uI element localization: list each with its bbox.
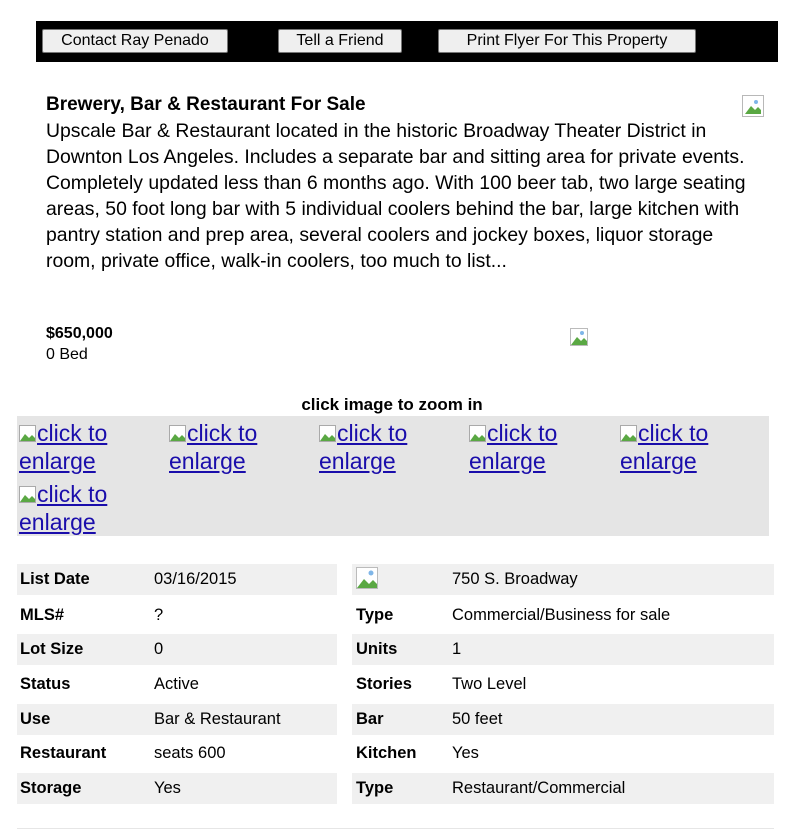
- detail-label: Bar: [356, 710, 384, 728]
- broken-image-icon: [319, 420, 336, 437]
- action-toolbar: [36, 21, 778, 62]
- detail-row-stories: [352, 669, 774, 700]
- detail-row-property-type: [352, 773, 774, 804]
- detail-value: Yes: [452, 744, 479, 762]
- listing-title: Brewery, Bar & Restaurant For Sale: [46, 94, 366, 115]
- detail-label: Storage: [20, 779, 82, 797]
- detail-value: 750 S. Broadway: [452, 570, 578, 588]
- listing-price: $650,000: [46, 325, 113, 342]
- gallery-heading: click image to zoom in: [301, 395, 483, 414]
- detail-label: Status: [20, 675, 71, 693]
- detail-row-units: [352, 634, 774, 665]
- broken-image-icon: [469, 420, 486, 437]
- broken-image-icon: [19, 481, 36, 498]
- detail-row-restaurant: [17, 738, 337, 769]
- detail-label: Use: [20, 710, 51, 728]
- broken-image-icon: [356, 567, 378, 589]
- detail-value: 1: [452, 640, 462, 658]
- detail-value: 0: [154, 640, 164, 658]
- detail-row-list-date: [17, 564, 337, 595]
- detail-value: seats 600: [154, 744, 226, 762]
- detail-label: Lot Size: [20, 640, 84, 658]
- broken-image-icon: [568, 326, 590, 348]
- gallery-thumbnail[interactable]: click to enlarge: [19, 420, 108, 474]
- detail-label: Type: [356, 779, 394, 797]
- detail-row-address: [352, 564, 774, 595]
- broken-image-icon: [742, 95, 764, 117]
- detail-value: Bar & Restaurant: [154, 710, 281, 728]
- detail-row-bar: [352, 704, 774, 735]
- detail-value: Yes: [154, 779, 181, 797]
- detail-value: Active: [154, 675, 199, 693]
- detail-value: 50 feet: [452, 710, 503, 728]
- detail-label: MLS#: [20, 606, 65, 624]
- detail-value: 03/16/2015: [154, 570, 237, 588]
- detail-label: Units: [356, 640, 398, 658]
- detail-label: Stories: [356, 675, 412, 693]
- gallery-thumbnail[interactable]: click to enlarge: [19, 481, 108, 535]
- tell-a-friend-button[interactable]: Tell a Friend: [278, 29, 402, 53]
- broken-image-icon: [169, 420, 186, 437]
- detail-row-lot-size: [17, 634, 337, 665]
- print-flyer-button[interactable]: Print Flyer For This Property: [438, 29, 696, 53]
- detail-row-type: [352, 600, 774, 631]
- detail-label: List Date: [20, 570, 90, 588]
- gallery-thumbnail[interactable]: click to enlarge: [620, 420, 709, 474]
- detail-row-storage: [17, 773, 337, 804]
- detail-value: Restaurant/Commercial: [452, 779, 626, 797]
- detail-label: Restaurant: [20, 744, 107, 762]
- gallery-thumbnail[interactable]: click to enlarge: [469, 420, 558, 474]
- broken-image-icon: [620, 420, 637, 437]
- gallery-thumbnail[interactable]: click to enlarge: [169, 420, 258, 474]
- detail-value: Commercial/Business for sale: [452, 606, 671, 624]
- detail-row-status: [17, 669, 337, 700]
- detail-label: Kitchen: [356, 744, 417, 762]
- gallery-thumbnail[interactable]: click to enlarge: [319, 420, 408, 474]
- detail-row-kitchen: [352, 738, 774, 769]
- listing-description: Upscale Bar & Restaurant located in the historic Broadway Theater District in Downton Los Angeles. Includes a separate bar and sitting area for private events. Completely updated less than 6 months ago. With 100 beer tab, two large seating areas, 50 foot long bar with 5 individual coolers behind the bar, large kitchen with pantry station and prep area, several coolers and jockey boxes, liquor storage room, private office, walk-in coolers, too much to list...: [46, 120, 746, 272]
- contact-agent-button[interactable]: Contact Ray Penado: [42, 29, 228, 53]
- listing-beds: 0 Bed: [46, 346, 88, 363]
- photo-gallery: [17, 416, 769, 536]
- detail-row-mls: [17, 600, 337, 631]
- detail-label: Type: [356, 606, 394, 624]
- detail-row-use: [17, 704, 337, 735]
- detail-value: ?: [154, 606, 164, 624]
- detail-value: Two Level: [452, 675, 527, 693]
- divider: [17, 828, 774, 829]
- broken-image-icon: [19, 420, 36, 437]
